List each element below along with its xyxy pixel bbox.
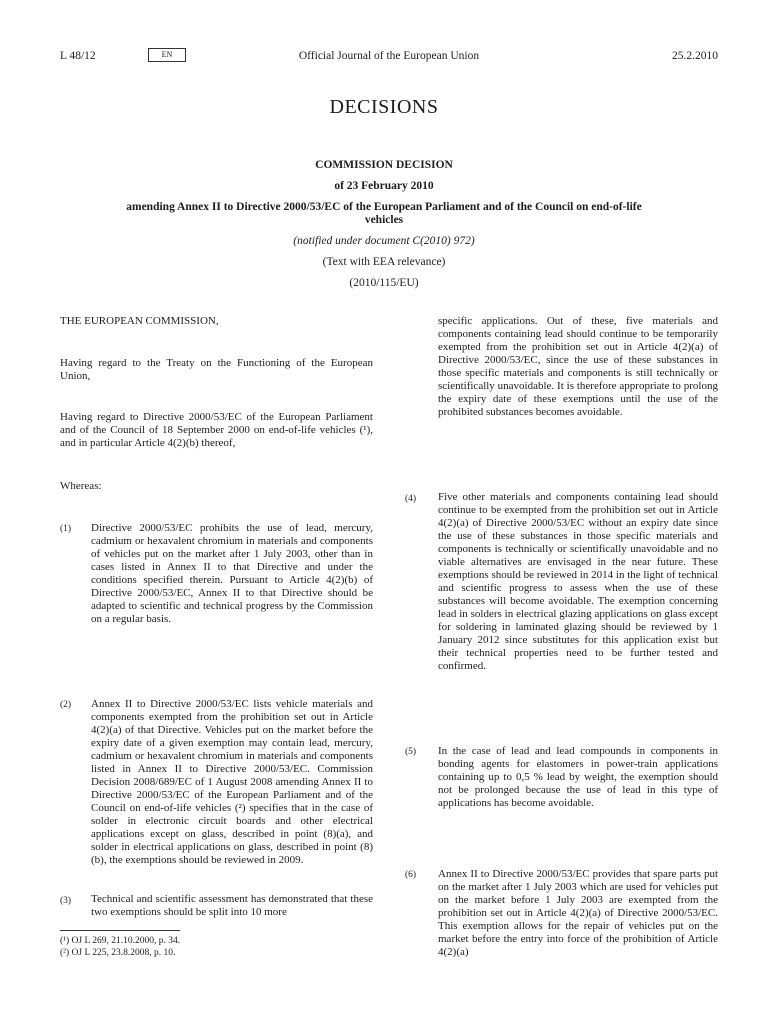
footnote-2: (²) OJ L 225, 23.8.2008, p. 10. [60,948,176,958]
recital-1: Directive 2000/53/EC prohibits the use of lead, mercury, cadmium or hexavalent chromium in materials and components of vehicles put on the market after 1 July 2003, other than in cases listed in Annex II to that Directive and under the conditions specified therein. Pursuant to Article 4(2)(b) of Directive 2000/53/EC, Annex II to that Directive should be adapted to scientific and technical progress by the Commission on a regular basis. [91,522,373,625]
decision-title-block [110,159,658,298]
footnote-separator [60,930,180,931]
recital-3-continued: specific applications. Out of these, five materials and components containing lead should continue to be temporarily exempted from the prohibition set out in Article 4(2)(a) of Directive 2000/53/EC, since the use of these substances in those specific materials and components is still technically or scientifically unavoidable. It is therefore appropriate to prolong the expiry date of these exemptions until the use of the prohibited substances becomes avoidable. [438,315,718,418]
journal-title: Official Journal of the European Union [298,50,480,62]
decision-subject: amending Annex II to Directive 2000/53/EC of the European Parliament and of the Council on end-of-life vehicles [126,201,642,226]
whereas-label: Whereas: [60,480,102,492]
recital-6-number: (6) [405,870,417,880]
recital-3-number: (3) [60,896,72,906]
recital-3-start: Technical and scientific assessment has demonstrated that these two exemptions should be split into 10 more [91,893,373,918]
decision-number: (2010/115/EU) [349,277,419,289]
footnote-1: (¹) OJ L 269, 21.10.2000, p. 34. [60,936,181,946]
language-badge: EN [148,48,186,62]
issue-date: 25.2.2010 [672,50,718,62]
recital-1-number: (1) [60,524,72,534]
recital-6: Annex II to Directive 2000/53/EC provides that spare parts put on the market after 1 July 2003 which are used for vehicles put on the market before 1 July 2003 are exempted from the prohibition set out in Article 4(2)(a) of Directive 2000/53/EC. This exemption allows for the repair of vehicles put on the market before the entry into force of the prohibition of Article 4(2)(a) [438,868,718,958]
page-reference: L 48/12 [60,50,96,62]
page-header [60,50,718,66]
eea-relevance: (Text with EEA relevance) [322,256,446,268]
recital-2-number: (2) [60,700,72,710]
commission-heading: THE EUROPEAN COMMISSION, [60,315,219,327]
notified-under: (notified under document C(2010) 972) [293,235,475,247]
decision-date: of 23 February 2010 [334,180,434,192]
recital-4-number: (4) [405,494,417,504]
recital-5: In the case of lead and lead compounds in components in bonding agents for elastomers in power-train applications containing up to 0,5 % lead by weight, the exemption should not be prolonged because the use of lead in this type of applications has become avoidable. [438,745,718,809]
section-title: DECISIONS [329,96,439,118]
decision-type: COMMISSION DECISION [315,159,453,171]
treaty-recital: Having regard to the Treaty on the Functioning of the European Union, [60,357,373,382]
recital-2: Annex II to Directive 2000/53/EC lists vehicle materials and components exempted from the prohibition set out in Article 4(2)(a) of that Directive. Vehicles put on the market before the expiry date of a given exemption may contain lead, mercury, cadmium or hexavalent chromium in materials and components listed in Annex II to Directive 2000/53/EC. Commission Decision 2008/689/EC of 1 August 2008 amending Annex II to Directive 2000/53/EC of the European Parliament and of the Council on end-of-life vehicles (²) specifies that in the case of solder in electronic circuit boards and other electrical applications except on glass, described in point (8)(a), and solder in electrical applications on glass, described in point (8)(b), the exemptions should be reviewed in 2009. [91,698,373,866]
recital-4: Five other materials and components containing lead should continue to be exempted from the prohibition set out in Article 4(2)(a) of Directive 2000/53/EC without an expiry date since the use of these substances in those specific materials and components is technically or scientifically unavoidable and no viable alternatives are envisaged in the near future. These exemptions should be reviewed in 2014 in the light of technical and scientific progress to assess when the use of these substances will become avoidable. The exemption concerning lead in solders in electrical glazing applications on glass except for soldering in laminated glazing should be reviewed by 1 January 2012 since substitutes for this application exist but their technical properties need to be further tested and confirmed. [438,491,718,672]
directive-recital: Having regard to Directive 2000/53/EC of the European Parliament and of the Council of 18 September 2000 on end-of-life vehicles (¹), and in particular Article 4(2)(b) thereof, [60,411,373,449]
recital-5-number: (5) [405,747,417,757]
